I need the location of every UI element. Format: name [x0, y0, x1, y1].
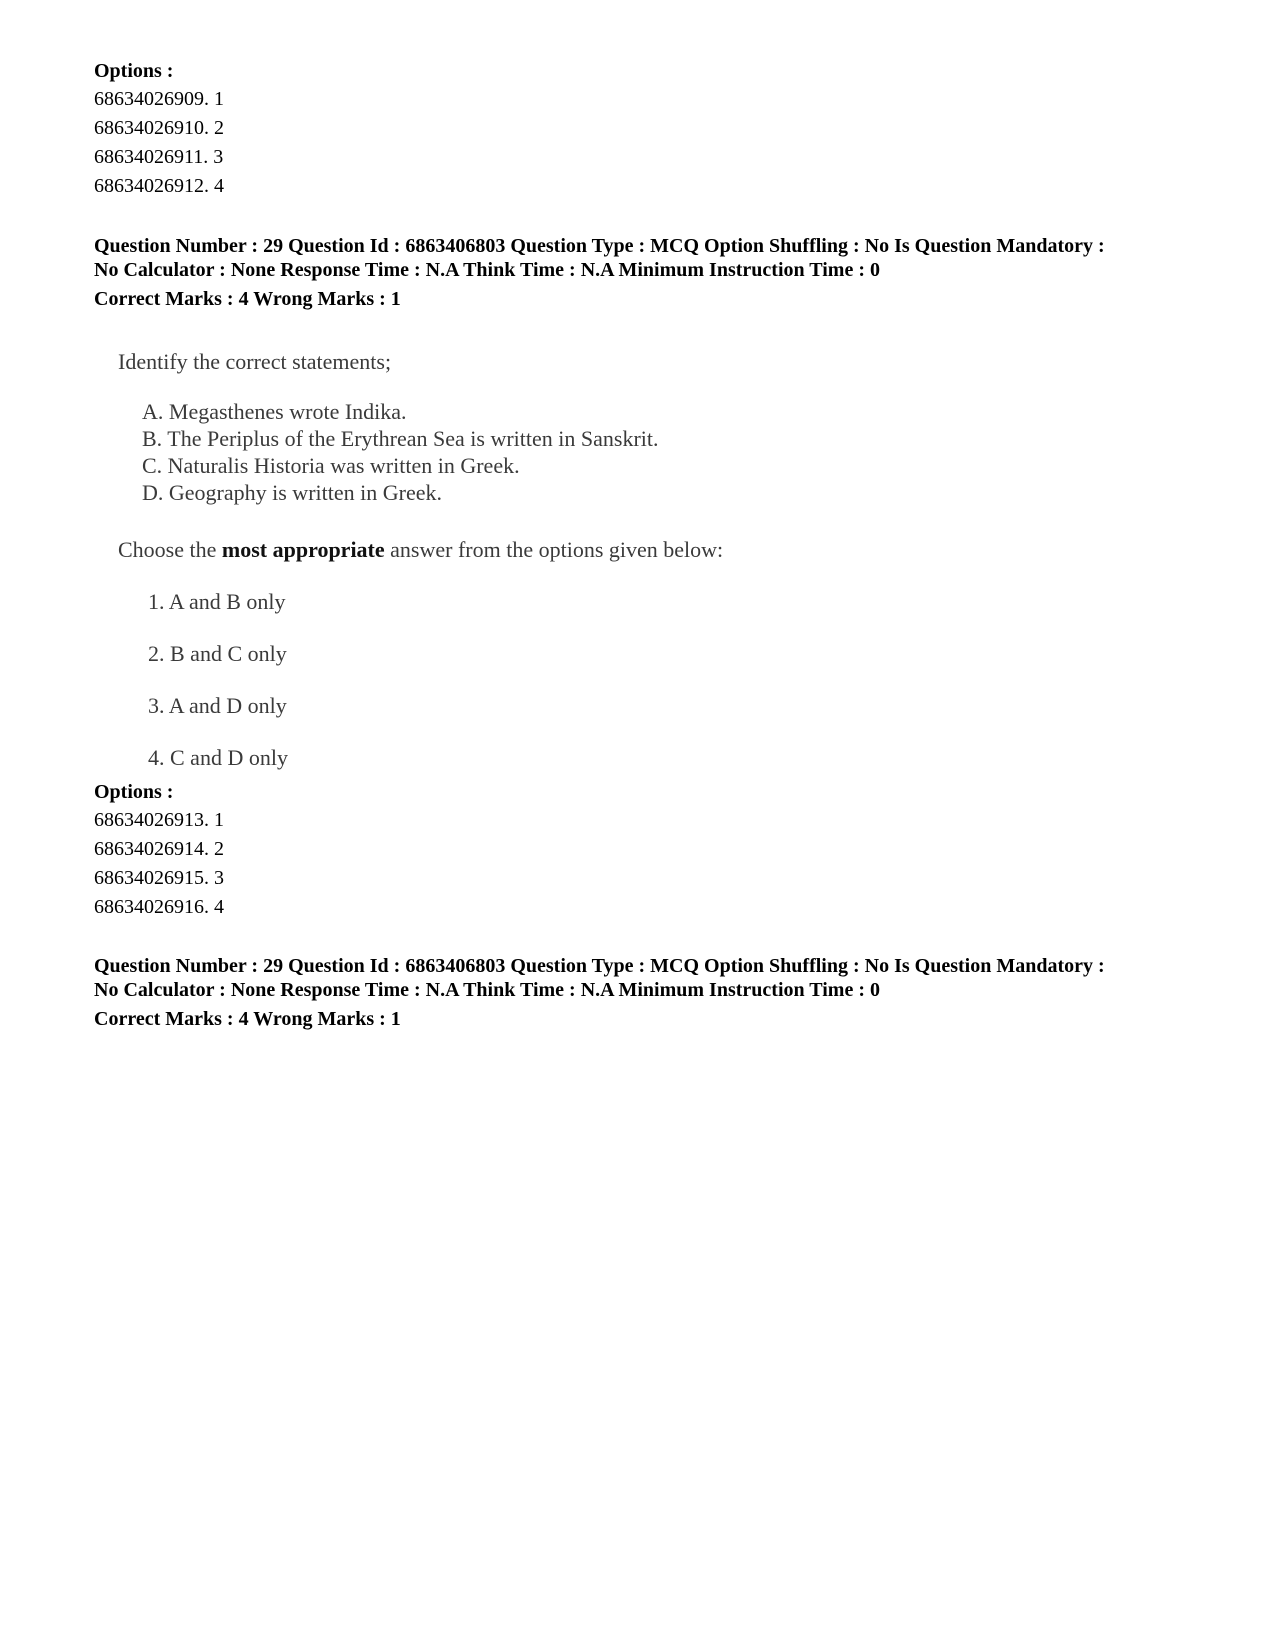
- option-item: 68634026909. 1: [94, 88, 224, 110]
- answer-choice: 2. B and C only: [148, 641, 287, 666]
- previous-options: [94, 57, 1194, 201]
- answer-choice: 4. C and D only: [148, 745, 288, 770]
- question-image: [112, 348, 792, 788]
- question-meta-line: Question Number : 29 Question Id : 6863406803 Question Type : MCQ Option Shuffling : No Is Question Mandatory :: [94, 235, 1105, 257]
- options-label: Options :: [94, 781, 174, 803]
- option-item: 68634026916. 4: [94, 896, 224, 918]
- question-instruction: [118, 536, 723, 564]
- options-label: Options :: [94, 60, 174, 82]
- question-header: [94, 234, 1194, 312]
- instruction-text: Choose the: [118, 537, 222, 562]
- question-marks: Correct Marks : 4 Wrong Marks : 1: [94, 288, 401, 310]
- statement-item: C. Naturalis Historia was written in Greek.: [142, 453, 520, 478]
- option-item: 68634026914. 2: [94, 838, 224, 860]
- option-item: 68634026910. 2: [94, 117, 224, 139]
- answer-choice: 3. A and D only: [148, 693, 287, 718]
- instruction-emphasis: most appropriate: [221, 537, 385, 562]
- option-item: 68634026913. 1: [94, 809, 224, 831]
- option-item: 68634026911. 3: [94, 146, 224, 168]
- question-meta-line: Question Number : 29 Question Id : 6863406803 Question Type : MCQ Option Shuffling : No Is Question Mandatory :: [94, 955, 1105, 977]
- answer-choice: 1. A and B only: [148, 589, 286, 614]
- option-item: 68634026912. 4: [94, 175, 224, 197]
- question-options: [94, 778, 1194, 922]
- question-meta-line: No Calculator : None Response Time : N.A Think Time : N.A Minimum Instruction Time : 0: [94, 979, 880, 1001]
- instruction-text: answer from the options given below:: [384, 537, 724, 562]
- question-marks: Correct Marks : 4 Wrong Marks : 1: [94, 1008, 401, 1030]
- statement-item: A. Megasthenes wrote Indika.: [142, 399, 407, 424]
- question-stem: Identify the correct statements;: [118, 349, 392, 374]
- question-header: [94, 954, 1194, 1032]
- option-item: 68634026915. 3: [94, 867, 224, 889]
- statement-item: B. The Periplus of the Erythrean Sea is written in Sanskrit.: [142, 426, 659, 451]
- question-meta-line: No Calculator : None Response Time : N.A Think Time : N.A Minimum Instruction Time : 0: [94, 259, 880, 281]
- statement-item: D. Geography is written in Greek.: [142, 480, 442, 505]
